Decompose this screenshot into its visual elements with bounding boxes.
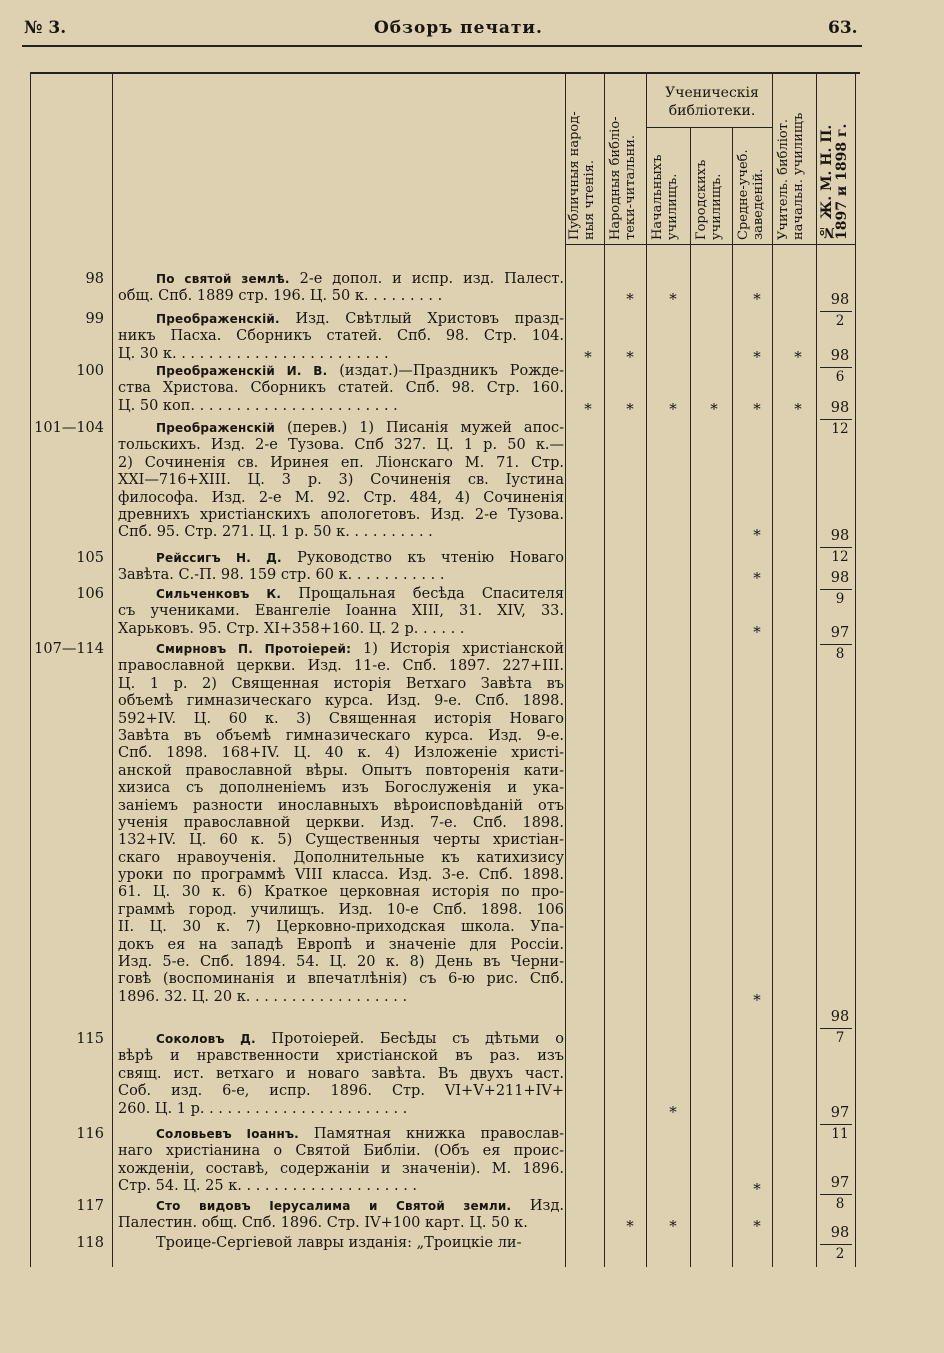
entry-line: Спб. 95. Стр. 271. Ц. 1 р. 50 к. . . . . . . . . . xyxy=(118,524,433,541)
availability-asterisk: * xyxy=(669,1102,677,1121)
entry-line: По святой землѣ. 2-е допол. и испр. изд. Палест. xyxy=(156,271,564,287)
catalog-entry xyxy=(118,311,564,363)
catalog-entry xyxy=(118,271,564,306)
availability-asterisk: * xyxy=(753,1217,761,1236)
entry-line: заніемъ разности инославныхъ вѣроисповѣданій отъ xyxy=(118,797,564,814)
entry-line: Завѣта. С.-П. 98. 159 стр. 60 к. . . . . . . . . . . xyxy=(118,567,445,584)
column-rule-2 xyxy=(604,72,605,1267)
entry-line: XXI—716+XIII. Ц. 3 р. 3) Сочиненія св. Іустина xyxy=(118,472,564,489)
entry-line: уроки по программѣ VIII класса. Изд. 3-е. Спб. 1898. xyxy=(118,867,564,884)
entry-author: Сильченковъ К. xyxy=(156,587,282,601)
availability-asterisk: * xyxy=(753,347,761,366)
entry-line: хожденіи, составѣ, содержаніи и значеніи). М. 1896. xyxy=(118,1160,564,1177)
availability-asterisk: * xyxy=(626,290,634,309)
entry-author: Соловьевъ Іоаннъ. xyxy=(156,1127,299,1141)
journal-issue-number: 98 xyxy=(830,570,850,586)
catalog-entry xyxy=(118,1198,564,1233)
catalog-entry xyxy=(118,641,564,1006)
entry-number: 98 xyxy=(85,271,104,287)
availability-asterisk: * xyxy=(669,290,677,309)
journal-issue-month: 12 xyxy=(831,549,849,565)
availability-asterisk: * xyxy=(753,569,761,588)
entry-line: 1896. 32. Ц. 20 к. . . . . . . . . . . . . . . . . . xyxy=(118,988,408,1005)
availability-asterisk: * xyxy=(753,399,761,418)
column-city-schools: Городскихъ училищъ. xyxy=(694,159,724,240)
availability-asterisk: * xyxy=(753,526,761,545)
entry-author: Сто видовъ Іерусалима и Святой земли. xyxy=(156,1199,512,1213)
fraction-bar xyxy=(820,419,852,420)
fraction-bar xyxy=(820,311,852,312)
entry-line: свящ. ист. ветхаго и новаго завѣта. Въ двухъ част. xyxy=(118,1065,564,1082)
entry-number: 101—104 xyxy=(34,420,104,436)
entry-line: Ц. 50 коп. . . . . . . . . . . . . . . . . . . . . . . xyxy=(118,397,398,414)
entry-line: Рейссигъ Н. Д. Руководство къ чтенію Новаго xyxy=(156,550,564,566)
entry-author: Смирновъ П. Протоіерей: xyxy=(156,642,352,656)
catalog-entry xyxy=(118,550,564,585)
catalog-entry xyxy=(118,586,564,638)
column-rule-5 xyxy=(732,128,733,1267)
entry-author: По святой землѣ. xyxy=(156,272,290,286)
head-bottom-rule xyxy=(565,244,855,245)
column-journal-issue: № Ж. М. Н. П. 1897 и 1898 г. xyxy=(819,123,850,240)
entry-line: объемѣ гимназическаго курса. Изд. 9-е. Спб. 1898. xyxy=(118,693,564,710)
entry-line: тольскихъ. Изд. 2-е Тузова. Спб 327. Ц. 1 р. 50 к.— xyxy=(118,437,564,454)
fraction-bar xyxy=(820,547,852,548)
journal-issue-number: 98 xyxy=(830,1225,850,1241)
table-left-rule xyxy=(30,72,31,1267)
entry-author: Преображенскій xyxy=(156,421,276,435)
availability-asterisk: * xyxy=(710,399,718,418)
entry-line: Сто видовъ Іерусалима и Святой земли. Изд. xyxy=(156,1198,564,1214)
availability-asterisk: * xyxy=(626,347,634,366)
entry-number: 106 xyxy=(76,586,104,602)
entry-number: 115 xyxy=(76,1031,104,1047)
entry-line: никъ Пасха. Сборникъ статей. Спб. 98. Стр. 104. xyxy=(118,328,564,345)
entry-line: Харьковъ. 95. Стр. XI+358+160. Ц. 2 р. . . . . . xyxy=(118,620,465,637)
column-teacher-libraries: Учитель. библіот. начальн. училищъ xyxy=(776,112,806,240)
entry-line: говѣ (воспоминанія и впечатлѣнія) съ 6-ю рис. Спб. xyxy=(118,971,564,988)
entry-line: вѣрѣ и нравственности христіанской въ раз. изъ xyxy=(118,1048,564,1065)
journal-issue-number: 97 xyxy=(830,1175,850,1191)
availability-asterisk: * xyxy=(753,991,761,1009)
entry-line: 260. Ц. 1 р. . . . . . . . . . . . . . . . . . . . . . . xyxy=(118,1100,408,1117)
entry-line: скаго нравоученія. Дополнительные къ катихизису xyxy=(118,849,564,866)
entry-number: 117 xyxy=(76,1198,104,1214)
column-rule-4 xyxy=(690,128,691,1267)
journal-issue-month: 6 xyxy=(835,369,845,385)
group-head-rule xyxy=(646,127,772,128)
fraction-bar xyxy=(820,367,852,368)
entry-line: философа. Изд. 2-е М. 92. Стр. 484, 4) Сочиненія xyxy=(118,489,564,506)
entry-line: 592+IV. Ц. 60 к. 3) Священная исторія Новаго xyxy=(118,710,564,727)
entry-line: докъ ея на западѣ Европѣ и значеніе для Россіи. xyxy=(118,936,564,953)
entry-line: хизиса съ дополненіемъ изъ Богослуженія и ука- xyxy=(118,780,564,797)
availability-asterisk: * xyxy=(753,290,761,309)
fraction-bar xyxy=(820,1028,852,1029)
entry-line: Смирновъ П. Протоіерей: 1) Исторія христіанской xyxy=(156,641,564,657)
availability-asterisk: * xyxy=(626,1217,634,1236)
entry-line: 2) Сочиненія св. Иринея еп. Ліонскаго М. 71. Стр. xyxy=(118,454,564,471)
entry-number: 99 xyxy=(85,311,104,327)
column-rule-6 xyxy=(772,72,773,1267)
availability-asterisk: * xyxy=(753,622,761,641)
entry-line: Преображенскій (перев.) 1) Писанія мужей апос- xyxy=(156,420,564,436)
column-rule-3 xyxy=(646,72,647,1267)
availability-asterisk: * xyxy=(794,399,802,418)
availability-asterisk: * xyxy=(794,347,802,366)
entry-author: Рейссигъ Н. Д. xyxy=(156,551,282,565)
fraction-bar xyxy=(820,589,852,590)
availability-asterisk: * xyxy=(669,1217,677,1236)
page-number: 63. xyxy=(828,18,858,38)
table-top-rule xyxy=(30,72,860,74)
entry-line: съ учениками. Евангеліе Іоанна XIII, 31. XIV, 33. xyxy=(118,603,564,620)
entry-line: Ц. 30 к. . . . . . . . . . . . . . . . . . . . . . . . xyxy=(118,345,389,362)
entry-number: 116 xyxy=(76,1126,104,1142)
journal-issue-number: 98 xyxy=(830,348,850,364)
column-secondary-schools: Средне-учеб. заведеній. xyxy=(736,149,766,240)
availability-asterisk: * xyxy=(753,1180,761,1199)
catalog-entry xyxy=(118,363,564,415)
entry-line: Спб. 1898. 168+IV. Ц. 40 к. 4) Изложеніе христі- xyxy=(118,745,564,762)
journal-issue-number: 98 xyxy=(830,1009,850,1025)
entry-line: Соб. изд. 6-е, испр. 1896. Стр. VI+V+211+IV+ xyxy=(118,1083,564,1100)
number-column-rule xyxy=(112,72,113,1267)
entry-line: древнихъ христіанскихъ апологетовъ. Изд. 2-е Тузова. xyxy=(118,506,564,523)
entry-line: общ. Спб. 1889 стр. 196. Ц. 50 к. . . . . . . . . xyxy=(118,288,443,305)
journal-issue-number: 97 xyxy=(830,625,850,641)
fraction-bar xyxy=(820,1124,852,1125)
column-rule-7 xyxy=(816,72,817,1267)
entry-number: 118 xyxy=(76,1235,104,1251)
entry-number: 105 xyxy=(76,550,104,566)
entry-number: 100 xyxy=(76,363,104,379)
journal-issue-number: 97 xyxy=(830,1105,850,1121)
availability-asterisk: * xyxy=(626,399,634,418)
entry-line: Сильченковъ К. Прощальная бесѣда Спасителя xyxy=(156,586,564,602)
journal-issue-number: 98 xyxy=(830,400,850,416)
running-title: Обзоръ печати. xyxy=(374,18,543,38)
journal-issue-number: 98 xyxy=(830,292,850,308)
fraction-bar xyxy=(820,644,852,645)
catalog-entry xyxy=(118,1031,564,1118)
entry-line: Ц. 1 р. 2) Священная исторія Ветхаго Завѣта въ xyxy=(118,675,564,692)
issue-number: № 3. xyxy=(24,18,67,38)
entry-line: граммѣ город. училищъ. Изд. 10-е Спб. 1898. 106 xyxy=(118,901,564,918)
journal-issue-month: 8 xyxy=(835,1196,845,1212)
entry-line: II. Ц. 30 к. 7) Церковно-приходская школа. Упа- xyxy=(118,919,564,936)
entry-line: наго христіанина о Святой Библіи. (Объ ея проис- xyxy=(118,1143,564,1160)
column-public-readings: Публичныя народ- ныя чтенія. xyxy=(567,111,597,240)
fraction-bar xyxy=(820,1194,852,1195)
entry-line: 132+IV. Ц. 60 к. 5) Существенныя черты христіан- xyxy=(118,832,564,849)
availability-asterisk: * xyxy=(669,399,677,418)
entry-line: Преображенскій. Изд. Свѣтлый Христовъ празд- xyxy=(156,311,564,327)
header-rule xyxy=(22,45,862,47)
entry-line: ства Христова. Сборникъ статей. Спб. 98. Стр. 160. xyxy=(118,380,564,397)
entry-line: Стр. 54. Ц. 25 к. . . . . . . . . . . . . . . . . . . . xyxy=(118,1178,418,1195)
column-group-student-libraries: Ученическія библіотеки. xyxy=(665,85,759,119)
entry-author: Преображенскій. xyxy=(156,312,280,326)
text-column-rule xyxy=(565,72,566,1267)
entry-line: православной церкви. Изд. 11-е. Спб. 1897. 227+III. xyxy=(118,658,564,675)
fraction-bar xyxy=(820,1244,852,1245)
journal-issue-month: 9 xyxy=(835,591,845,607)
availability-asterisk: * xyxy=(584,399,592,418)
catalog-entry xyxy=(118,1126,564,1196)
journal-issue-month: 11 xyxy=(831,1126,849,1142)
entry-number: 107—114 xyxy=(34,641,104,657)
catalog-entry xyxy=(118,1235,564,1252)
entry-line: Соловьевъ Іоаннъ. Памятная книжка православ- xyxy=(156,1126,564,1142)
journal-issue-month: 8 xyxy=(835,646,845,662)
journal-issue-month: 2 xyxy=(835,313,845,329)
column-primary-schools: Начальныхъ училищъ. xyxy=(650,154,680,240)
entry-line: ученія православной церкви. Изд. 7-е. Спб. 1898. xyxy=(118,814,564,831)
entry-line: анской православной вѣры. Опытъ повторенія кати- xyxy=(118,762,564,779)
entry-line: 61. Ц. 30 к. 6) Краткое церковная исторія по про- xyxy=(118,884,564,901)
journal-issue-number: 98 xyxy=(830,528,850,544)
entry-line: Преображенскій И. В. (издат.)—Праздникъ Рожде- xyxy=(156,363,564,379)
entry-author: Преображенскій И. В. xyxy=(156,364,328,378)
journal-issue-month: 2 xyxy=(835,1246,845,1262)
journal-issue-month: 7 xyxy=(835,1030,845,1046)
journal-issue-month: 12 xyxy=(831,421,849,437)
table-right-rule xyxy=(855,72,856,1267)
availability-asterisk: * xyxy=(584,347,592,366)
entry-line: Изд. 5-е. Спб. 1894. 54. Ц. 20 к. 8) День въ Черни- xyxy=(118,954,564,971)
entry-line: Завѣта въ объемѣ гимназическаго курса. Изд. 9-е. xyxy=(118,727,564,744)
entry-line: Троице-Сергіевой лавры изданія: „Троицкіе ли- xyxy=(156,1235,522,1251)
entry-line: Палестин. общ. Спб. 1896. Стр. IV+100 карт. Ц. 50 к. xyxy=(118,1215,528,1232)
column-reading-rooms: Народныя библіо- теки-читальни. xyxy=(608,116,638,240)
catalog-entry xyxy=(118,420,564,542)
entry-author: Соколовъ Д. xyxy=(156,1032,256,1046)
entry-line: Соколовъ Д. Протоіерей. Бесѣды съ дѣтьми о xyxy=(156,1031,564,1047)
